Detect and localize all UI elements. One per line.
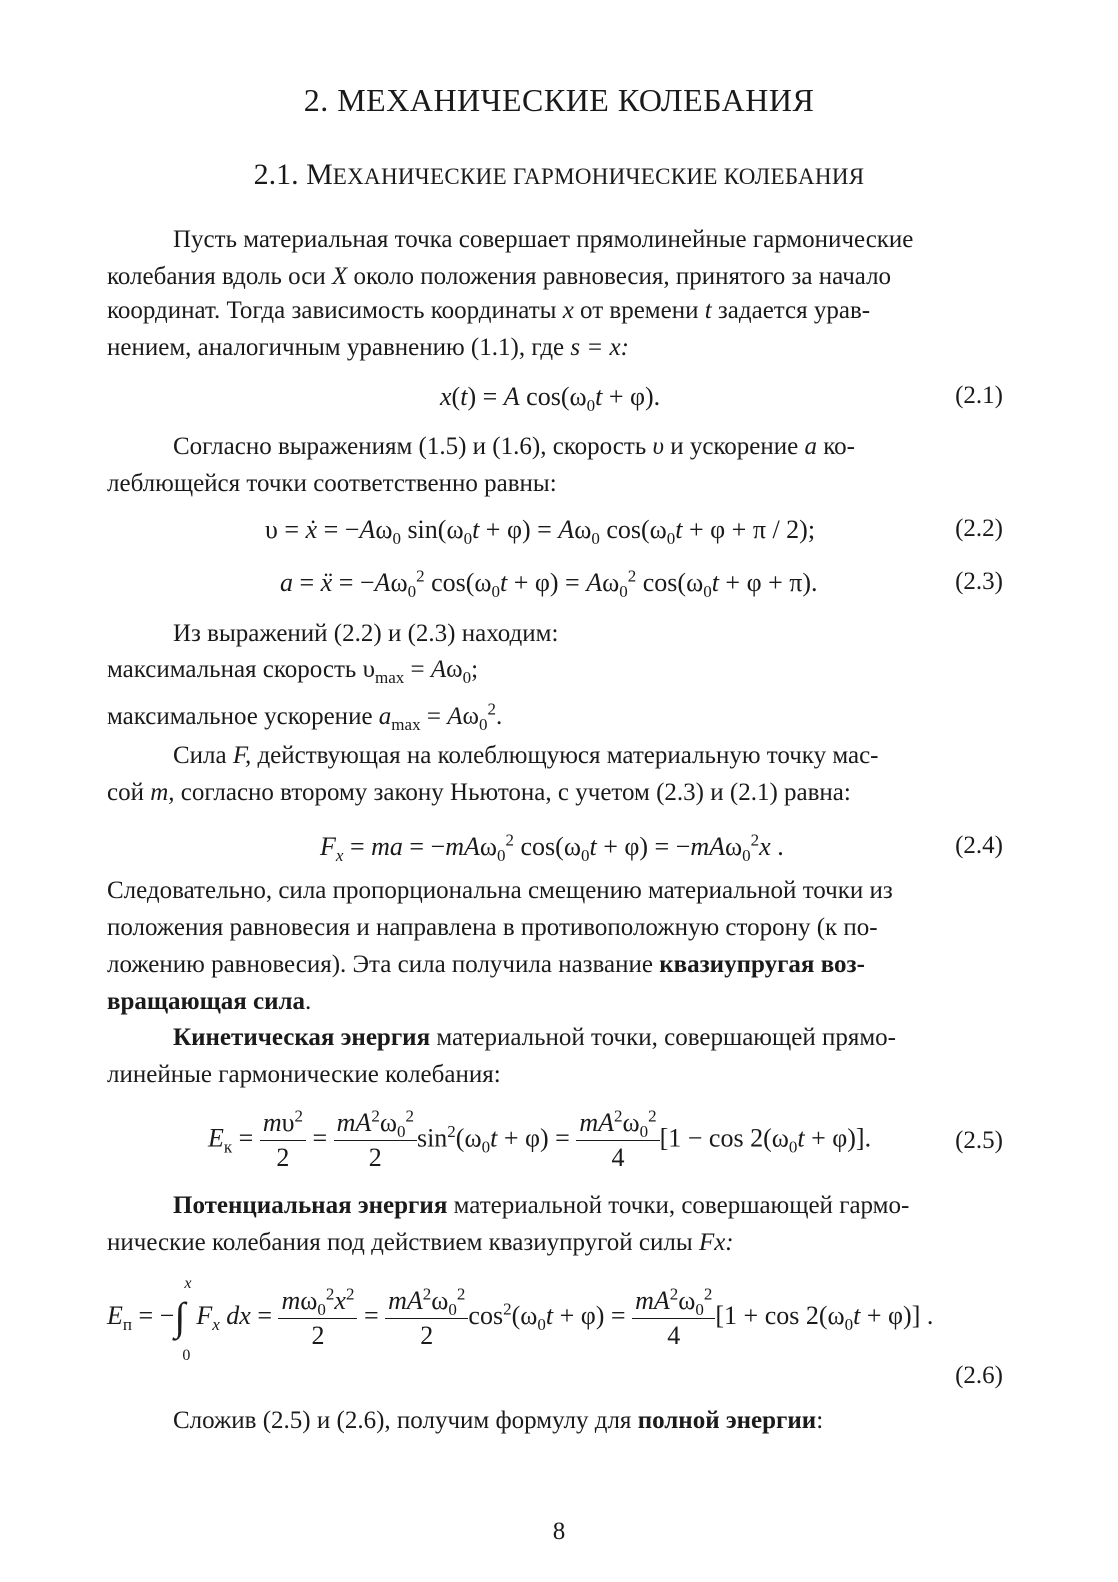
equation-2-6: $E_п$ = − x ∫ 0 $F_x$ dx = $\frac{m\omega_0^2x^2}{2}$ = $\frac{mA^2\omega_0^2}{2}$ $\cos^2(\omega_0t + \varphi)$ = $\frac{mA^2\omega_0^2}{4}$ $[1 + \cos 2(\omega_0t + \varphi)]$ . [107, 1275, 934, 1364]
para5-line3: ложению равновесия). Эта сила получила название квазиупругая воз- [107, 951, 865, 978]
equation-number-2-6: (2.6) [955, 1362, 1003, 1389]
chapter-title: 2. МЕХАНИЧЕСКИЕ КОЛЕБАНИЯ [303, 82, 815, 118]
equation-2-1: x(t) = A $\cos(\omega_0t + \varphi)$. [440, 382, 661, 416]
equation-number-2-4: (2.4) [955, 832, 1003, 859]
equation-number-2-2: (2.2) [955, 515, 1003, 542]
section-rest: ЕХАНИЧЕСКИЕ ГАРМОНИЧЕСКИЕ КОЛЕБАНИЯ [332, 164, 865, 189]
equation-2-3: a = ẍ = $-A\omega_0^2$ $\cos(\omega_0t + \varphi) = A\omega_0^2$ $\cos(\omega_0t + \varphi + \pi)$. [280, 566, 818, 602]
para3-line2: максимальная скорость $\upsilon_{max} = A\omega_0$; [107, 656, 479, 687]
section-number: 2.1. [253, 158, 307, 191]
para7-line2: нические колебания под действием квазиупругой силы Fx: [107, 1229, 734, 1256]
equation-number-2-3: (2.3) [955, 568, 1003, 595]
para3-line1: Из выражений (2.2) и (2.3) находим: [173, 620, 559, 647]
para2-line2: леблющейся точки соответственно равны: [107, 470, 557, 497]
equation-2-4: $F_x$ = ma = −mAω$_0^2$ $\cos(\omega_0t + \varphi) = -mA\omega_0^2x$ . [320, 830, 784, 866]
equation-number-2-1: (2.1) [955, 382, 1003, 409]
para6-line2: линейные гармонические колебания: [107, 1061, 501, 1088]
para1-line3: координат. Тогда зависимость координаты x от времени t задается урав- [107, 297, 871, 324]
para8-line1: Сложив (2.5) и (2.6), получим формулу для полной энергии: [173, 1407, 824, 1434]
section-title [0, 158, 1118, 192]
para1-line1: Пусть материальная точка совершает прямолинейные гармонические [173, 226, 914, 253]
para2-line1: Согласно выражениям (1.5) и (1.6), скорость υ и ускорение a ко- [173, 433, 855, 460]
para1-line4: нением, аналогичным уравнению (1.1), где s = x: [107, 334, 629, 361]
page-number: 8 [552, 1518, 566, 1545]
para3-line3: максимальное ускорение $a_{max} = A\omega_0^2$. [107, 699, 503, 734]
equation-2-2: υ = ẋ = $-A\omega_0$ $\sin(\omega_0t + \varphi) = A\omega_0$ $\cos(\omega_0t + \varphi + \pi / 2)$; [265, 515, 816, 549]
equation-2-5: $E_к$ = $\frac{m\upsilon^2}{2}$ = $\frac{mA^2\omega_0^2}{2}$ $\sin^2(\omega_0t + \varphi)$ = $\frac{mA^2\omega_0^2}{4}$ $[1 - \cos 2(\omega_0t + \varphi)]$. [208, 1106, 872, 1172]
para4-line2: сой m, согласно второму закону Ньютона, с учетом (2.3) и (2.1) равна: [107, 779, 851, 806]
para4-line1: Сила F, действующая на колеблющуюся материальную точку мас- [173, 742, 879, 769]
para5-line1: Следовательно, сила пропорциональна смещению материальной точки из [107, 877, 893, 904]
para1-line2: колебания вдоль оси X около положения равновесия, принятого за начало [107, 263, 892, 290]
para7-line1: Потенциальная энергия материальной точки, совершающей гармо- [173, 1192, 910, 1219]
section-cap: М [306, 158, 333, 191]
para6-line1: Кинетическая энергия материальной точки, совершающей прямо- [173, 1024, 896, 1051]
para5-line2: положения равновесия и направлена в противоположную сторону (к по- [107, 914, 878, 941]
integral-sign: x ∫ 0 [174, 1275, 192, 1364]
para5-line4: вращающая сила. [107, 988, 312, 1015]
equation-number-2-5: (2.5) [955, 1127, 1003, 1154]
